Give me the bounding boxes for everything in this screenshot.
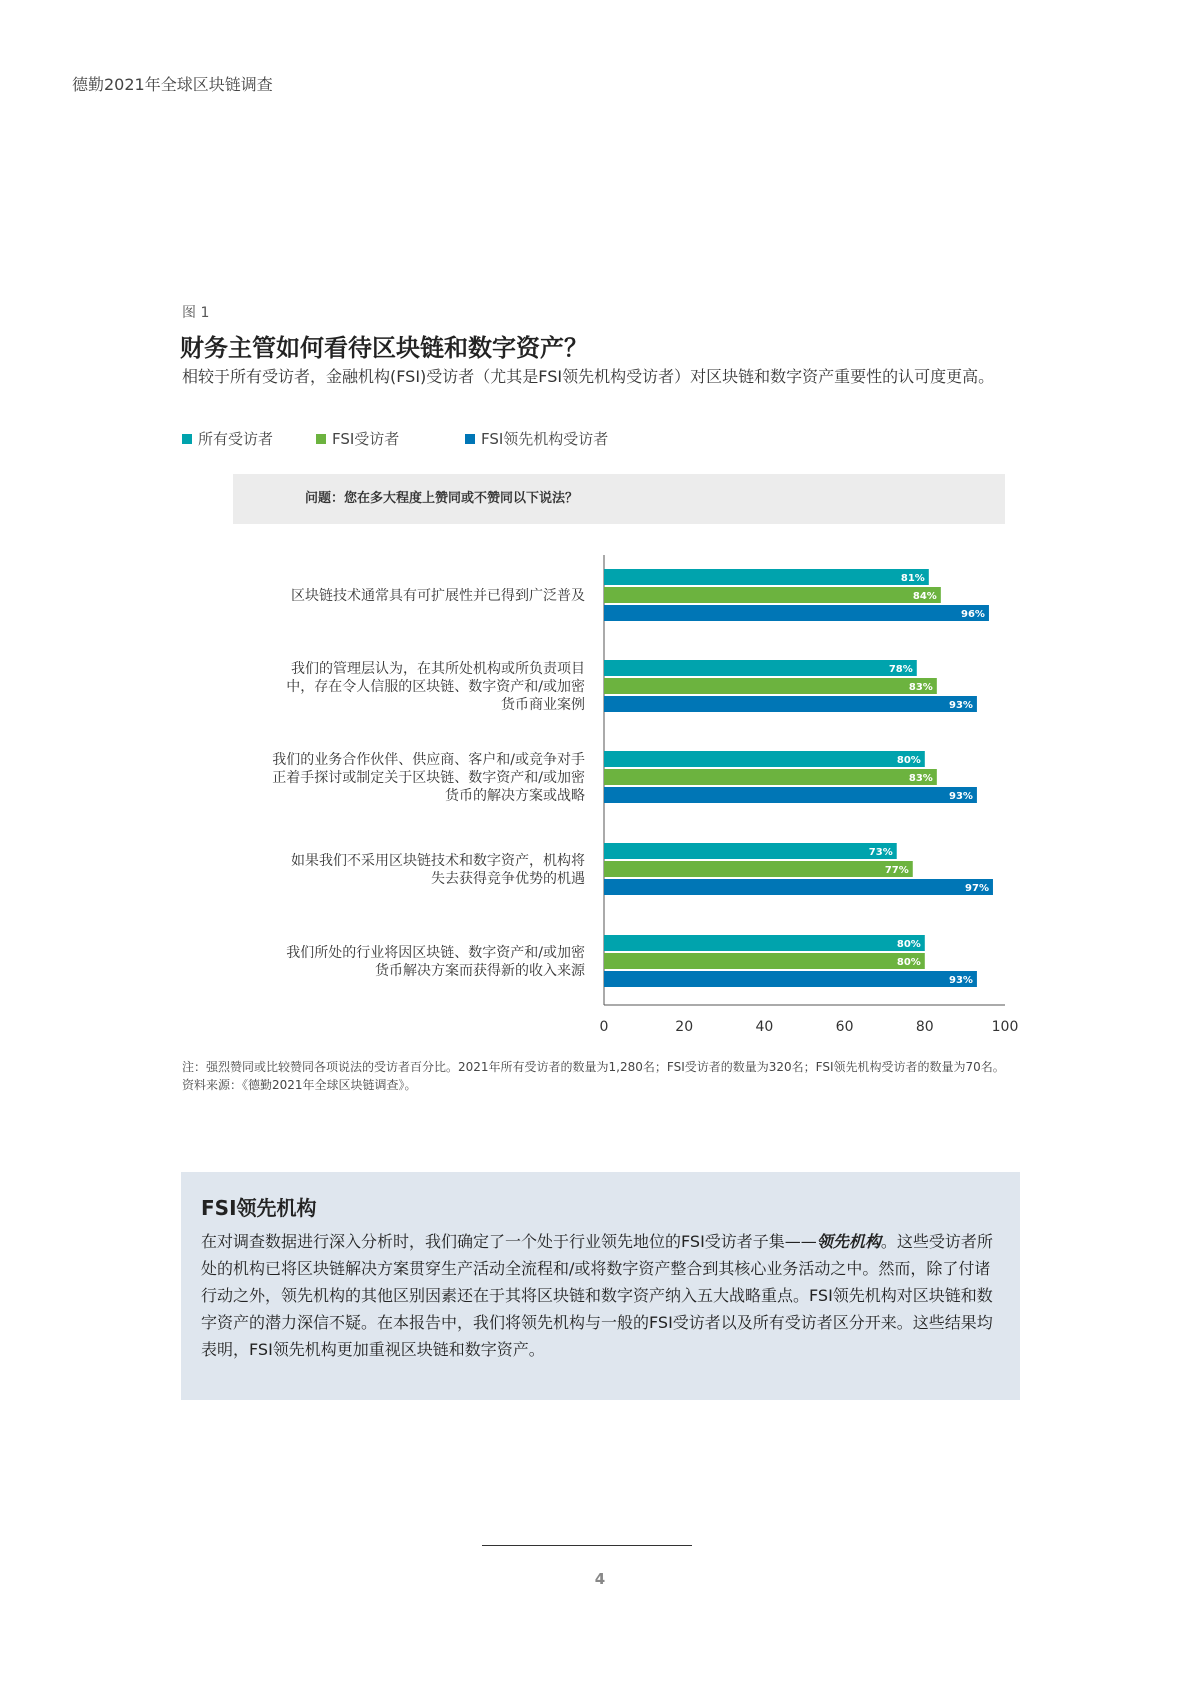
note-text: 注：强烈赞同或比较赞同各项说法的受访者百分比。2021年所有受访者的数量为1,280名；FSI受访者的数量为320名；FSI领先机构受访者的数量为70名。 [182, 1060, 1005, 1074]
bar-value-label: 97% [965, 883, 989, 894]
fsi-leaders-box [181, 1172, 1020, 1400]
bar [604, 696, 977, 712]
bar [604, 751, 925, 767]
bar [604, 605, 989, 621]
category-label: 货币解决方案而获得新的收入来源 [375, 963, 585, 979]
bar-value-label: 84% [912, 591, 937, 602]
bar [604, 660, 917, 676]
bar-value-label: 80% [896, 957, 921, 968]
bar [604, 678, 937, 694]
bar-value-label: 77% [884, 865, 909, 876]
bar-value-label: 78% [888, 664, 913, 675]
source-text: 资料来源：《德勤2021年全球区块链调查》。 [182, 1078, 417, 1092]
bar-value-label: 93% [948, 700, 973, 711]
bar-value-label: 73% [868, 847, 893, 858]
bar-value-label: 83% [908, 682, 933, 693]
bar-value-label: 80% [896, 755, 921, 766]
bar-value-label: 80% [896, 939, 921, 950]
legend-label: FSI受访者 [332, 430, 400, 448]
category-label: 我们的管理层认为，在其所处机构或所负责项目 [291, 661, 585, 677]
box-text-part: 。这些受访者所处的机构已将区块链解决方案贯穿生产活动全流程和/或将数字资产整合到其核心业务活动之中。然而，除了付诸行动之外，领先机构的其他区别因素还在于其将区块链和数字资产纳入五大战略重点。FSI领先机构对区块链和数字资产的潜力深信不疑。在本报告中，我们将领先机构与一般的FSI受访者以及所有受访者区分开来。这些结果均表明，FSI领先机构更加重视区块链和数字资产。 [201, 1232, 993, 1359]
category-label: 货币的解决方案或战略 [445, 788, 585, 804]
bar [604, 843, 897, 859]
box-text-part: 在对调查数据进行深入分析时，我们确定了一个处于行业领先地位的FSI受访者子集—— [201, 1232, 817, 1251]
category-label: 如果我们不采用区块链技术和数字资产，机构将 [291, 853, 585, 869]
box-text-emphasis: 领先机构 [816, 1232, 881, 1251]
x-tick-label: 20 [675, 1019, 694, 1035]
bar-value-label: 83% [908, 773, 933, 784]
x-tick-label: 80 [915, 1019, 934, 1035]
box-title: FSI领先机构 [201, 1196, 317, 1220]
bar [604, 787, 977, 803]
category-label: 中，存在令人信服的区块链、数字资产和/或加密 [286, 679, 585, 695]
bar [604, 953, 925, 969]
legend-label: FSI领先机构受访者 [481, 430, 609, 448]
category-label: 我们所处的行业将因区块链、数字资产和/或加密 [286, 945, 585, 961]
category-label: 我们的业务合作伙伴、供应商、客户和/或竞争对手 [272, 752, 585, 768]
chart-note [182, 1058, 1022, 1094]
bar [604, 861, 913, 877]
category-label: 失去获得竞争优势的机遇 [431, 871, 585, 887]
bar [604, 569, 929, 585]
x-tick-label: 0 [599, 1019, 609, 1035]
x-tick-label: 60 [835, 1019, 854, 1035]
bar [604, 971, 977, 987]
bar [604, 769, 937, 785]
bar [604, 587, 941, 603]
legend-label: 所有受访者 [198, 430, 274, 448]
bar [604, 935, 925, 951]
box-text [201, 1228, 1001, 1363]
page-number: 4 [594, 1570, 606, 1588]
figure-label: 图 1 [182, 305, 210, 321]
bar-value-label: 93% [948, 975, 973, 986]
bar [604, 879, 993, 895]
bar-value-label: 96% [961, 609, 985, 620]
report-header: 德勤2021年全球区块链调查 [72, 75, 273, 94]
figure-title: 财务主管如何看待区块链和数字资产？ [180, 334, 588, 362]
x-tick-label: 100 [991, 1019, 1019, 1035]
x-tick-label: 40 [755, 1019, 774, 1035]
survey-question: 问题：您在多大程度上赞同或不赞同以下说法？ [305, 491, 579, 506]
category-label: 区块链技术通常具有可扩展性并已得到广泛普及 [291, 588, 585, 604]
category-label: 货币商业案例 [501, 697, 585, 713]
bar-value-label: 93% [948, 791, 973, 802]
footer-divider [482, 1545, 692, 1546]
figure-subtitle: 相较于所有受访者，金融机构(FSI)受访者（尤其是FSI领先机构受访者）对区块链和数字资产重要性的认可度更高。 [182, 367, 995, 386]
category-label: 正着手探讨或制定关于区块链、数字资产和/或加密 [272, 770, 585, 786]
bar-value-label: 81% [900, 573, 925, 584]
